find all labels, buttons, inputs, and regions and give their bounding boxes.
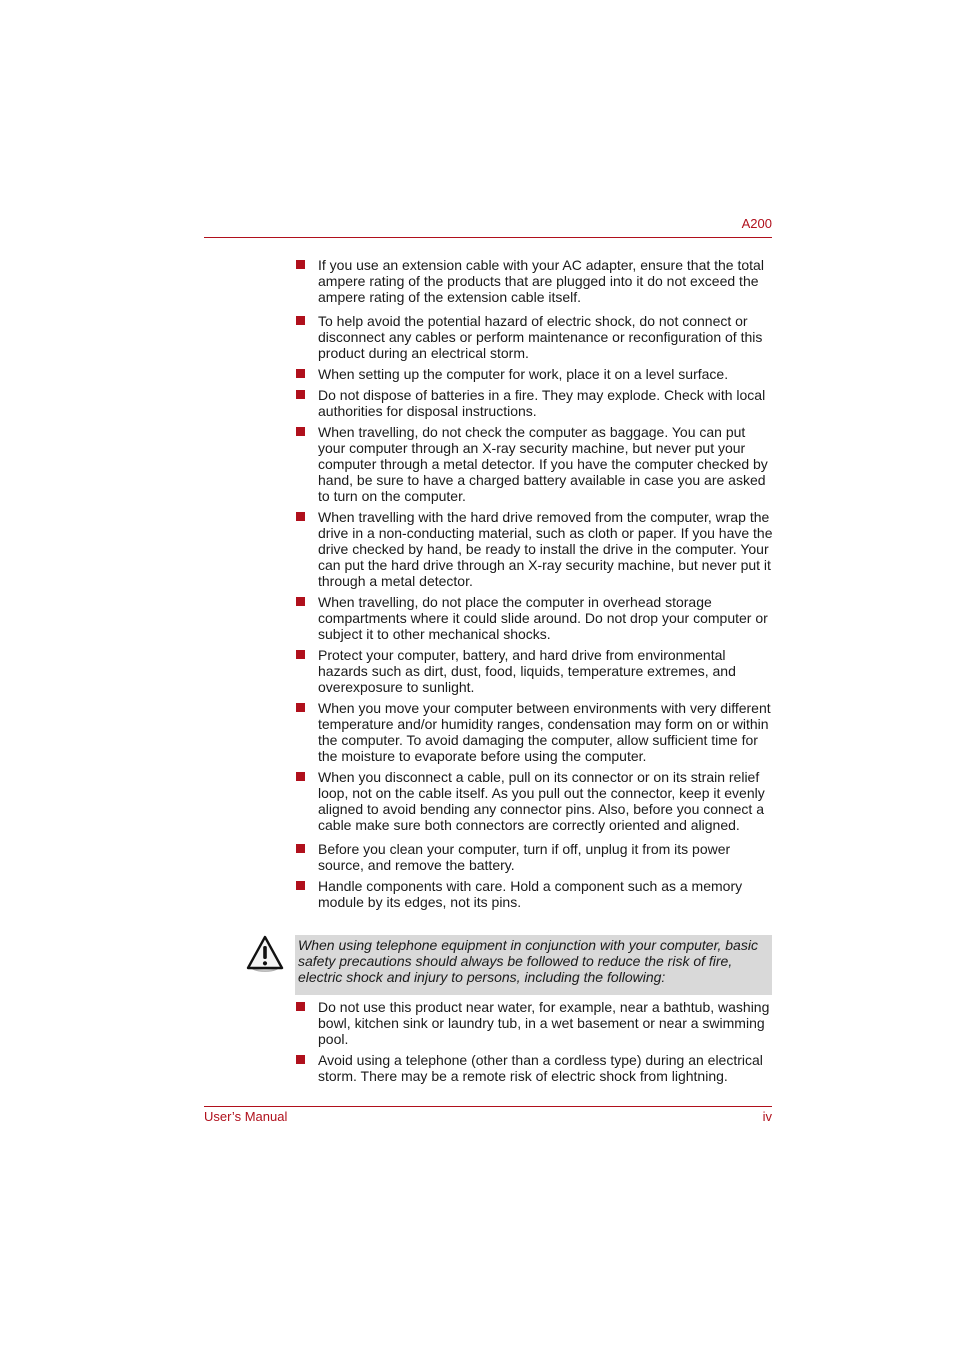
- list-item-text: Before you clean your computer, turn if off, unplug it from its power source, and remove the battery.: [318, 841, 731, 873]
- note-text: When using telephone equipment in conjunction with your computer, basic safety precautions should always be followed to reduce the risk of fire, electric shock and injury to persons, including the following:: [298, 937, 758, 985]
- note-box: [295, 935, 772, 995]
- list-item: [295, 366, 773, 382]
- telephone-safety-list: [295, 999, 773, 1089]
- square-bullet-icon: [296, 1002, 305, 1011]
- list-item-text: When setting up the computer for work, place it on a level surface.: [318, 366, 729, 382]
- list-item-text: To help avoid the potential hazard of electric shock, do not connect or disconnect any cables or perform maintenance or reconfiguration of this product during an electrical storm.: [318, 313, 763, 361]
- square-bullet-icon: [296, 844, 305, 853]
- list-item: [295, 878, 773, 910]
- list-item-text: If you use an extension cable with your AC adapter, ensure that the total ampere rating of the products that are plugged into it do not exceed the ampere rating of the extension cable itself.: [318, 257, 764, 305]
- square-bullet-icon: [296, 512, 305, 521]
- square-bullet-icon: [296, 316, 305, 325]
- list-item: [295, 313, 773, 361]
- list-item-text: Handle components with care. Hold a component such as a memory module by its edges, not its pins.: [318, 878, 743, 910]
- list-item-text: Do not dispose of batteries in a fire. They may explode. Check with local authorities for disposal instructions.: [318, 387, 766, 419]
- list-item: [295, 387, 773, 419]
- list-item-text: When travelling, do not place the computer in overhead storage compartments where it could slide around. Do not drop your computer or subject it to other mechanical shocks.: [318, 594, 768, 642]
- list-item: [295, 647, 773, 695]
- list-item: [295, 841, 773, 873]
- list-item-text: Do not use this product near water, for example, near a bathtub, washing bowl, kitchen sink or laundry tub, in a wet basement or near a swimming pool.: [318, 999, 770, 1047]
- square-bullet-icon: [296, 772, 305, 781]
- square-bullet-icon: [296, 369, 305, 378]
- square-bullet-icon: [296, 1055, 305, 1064]
- list-item: [295, 1052, 773, 1084]
- list-item: [295, 594, 773, 642]
- footer-manual-title: User’s Manual: [204, 1109, 288, 1124]
- square-bullet-icon: [296, 703, 305, 712]
- list-item: [295, 769, 773, 833]
- footer-rule: [204, 1106, 772, 1107]
- square-bullet-icon: [296, 650, 305, 659]
- warning-triangle-icon: [246, 935, 284, 973]
- square-bullet-icon: [296, 427, 305, 436]
- list-item: [295, 509, 773, 589]
- square-bullet-icon: [296, 260, 305, 269]
- list-item-text: Avoid using a telephone (other than a cordless type) during an electrical storm. There may be a remote risk of electric shock from lightning.: [318, 1052, 763, 1084]
- list-item: [295, 257, 773, 305]
- list-item-text: When you move your computer between environments with very different temperature and/or humidity ranges, condensation may form on or within the computer. To avoid damaging the computer, allow sufficient time for the moisture to evaporate before using the computer.: [318, 700, 771, 764]
- list-item: [295, 999, 773, 1047]
- page-number: iv: [762, 1109, 772, 1124]
- header-rule: [204, 237, 772, 238]
- list-item-text: When travelling, do not check the computer as baggage. You can put your computer through an X-ray security machine, but never put your computer through a metal detector. If you have the computer checked by hand, be sure to have a charged battery available in case you are asked to turn on the computer.: [318, 424, 768, 504]
- safety-list: [295, 257, 773, 915]
- header-model: A200: [741, 216, 772, 231]
- list-item-text: When you disconnect a cable, pull on its connector or on its strain relief loop, not on the cable itself. As you pull out the connector, keep it evenly aligned to avoid bending any connector pins. Also, before you connect a cable make sure both connectors are correctly oriented and aligned.: [318, 769, 765, 833]
- list-item-text: When travelling with the hard drive removed from the computer, wrap the drive in a non-conducting material, such as cloth or paper. If you have the drive checked by hand, be ready to install the drive in the computer. Your can put the hard drive through an X-ray security machine, but never put it through a metal detector.: [318, 509, 773, 589]
- square-bullet-icon: [296, 597, 305, 606]
- square-bullet-icon: [296, 881, 305, 890]
- list-item-text: Protect your computer, battery, and hard drive from environmental hazards such as dirt, dust, food, liquids, temperature extremes, and overexposure to sunlight.: [318, 647, 736, 695]
- list-item: [295, 424, 773, 504]
- square-bullet-icon: [296, 390, 305, 399]
- list-item: [295, 700, 773, 764]
